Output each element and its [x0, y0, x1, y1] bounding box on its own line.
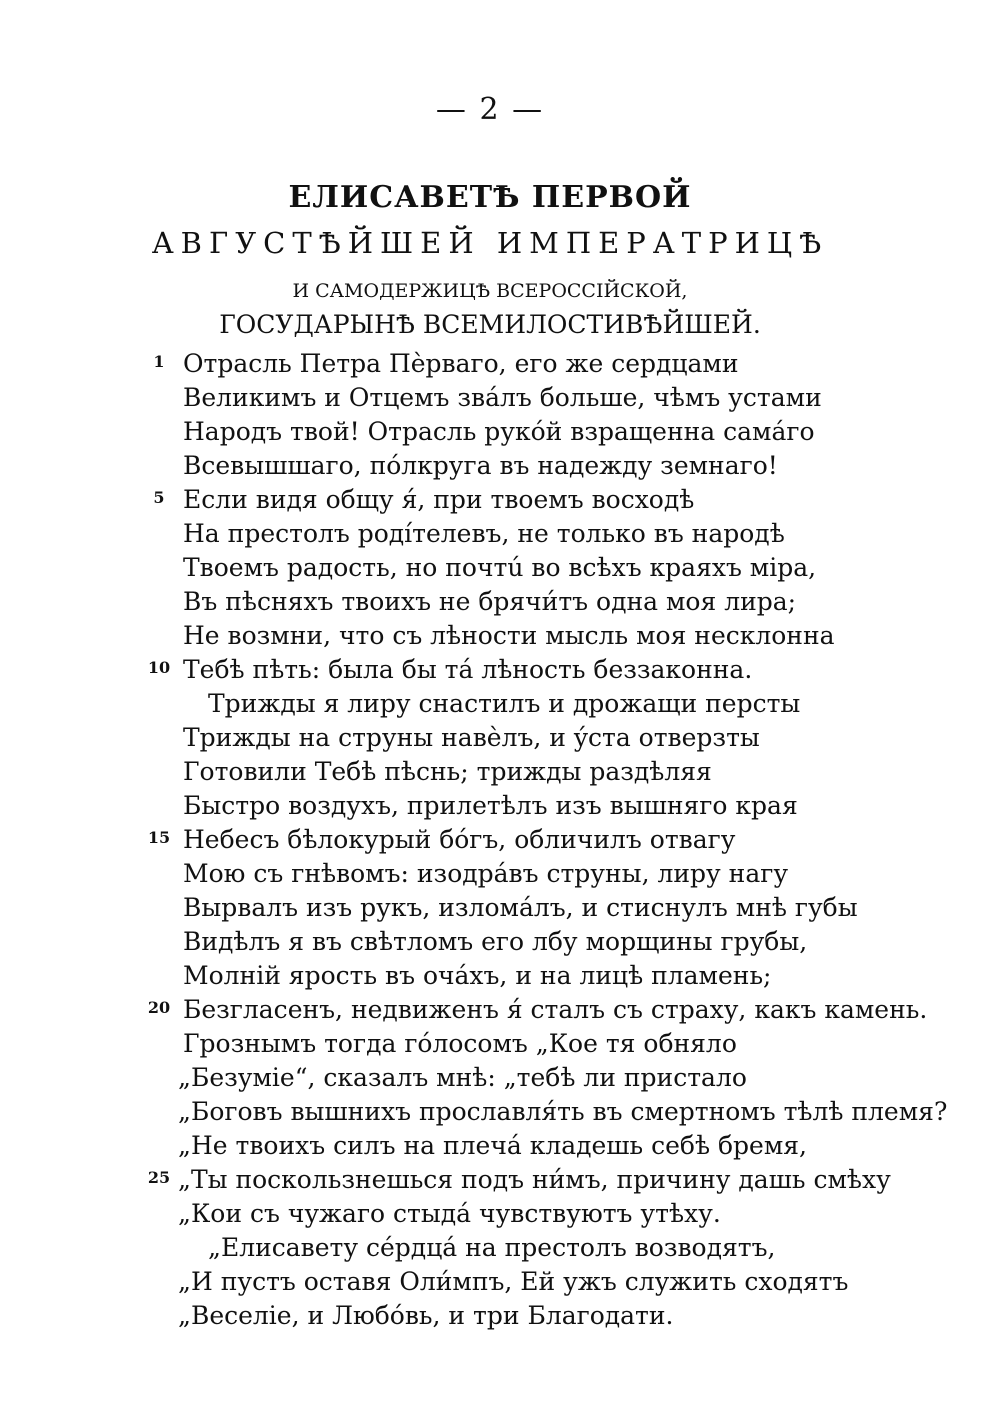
- poem-line: [0, 619, 1000, 653]
- line-number: 15: [147, 828, 171, 847]
- line-text: Народъ твой! Отрасль рукóй взращенна самáго: [183, 417, 815, 446]
- line-number: 1: [153, 352, 165, 371]
- poem-line: [0, 1061, 1000, 1095]
- poem-line: [0, 891, 1000, 925]
- line-text: „Не твоихъ силъ на плечá кладешь себѣ бремя,: [178, 1131, 807, 1160]
- line-text: Трижды я лиру снастилъ и дрожащи персты: [208, 689, 801, 718]
- line-text: „Кои съ чужаго стыдá чувствуютъ утѣху.: [178, 1199, 721, 1228]
- line-text: На престолъ родíтелевъ, не только въ народѣ: [183, 519, 785, 548]
- line-text: Видѣлъ я въ свѣтломъ его лбу морщины грубы,: [183, 927, 808, 956]
- line-text: Твоемъ радость, но почтú во всѣхъ краяхъ міра,: [183, 553, 817, 582]
- poem-line: [0, 1299, 1000, 1333]
- poem-line: [0, 959, 1000, 993]
- line-text: Грознымъ тогда гóлосомъ „Кое тя обняло: [183, 1029, 737, 1058]
- line-text: „И пустъ оставя Оли́мпъ, Ей ужъ служить сходятъ: [178, 1267, 849, 1296]
- line-text: Безгласенъ, недвиженъ я́ сталъ съ страху, какъ камень.: [183, 995, 928, 1024]
- poem-line: [0, 789, 1000, 823]
- line-text: Тебѣ пѣть: была бы тá лѣность беззаконна.: [183, 655, 753, 684]
- poem-line: [0, 415, 1000, 449]
- line-number: 5: [153, 488, 165, 507]
- poem-line: [0, 347, 1000, 381]
- poem-line: [0, 449, 1000, 483]
- poem-line: [0, 1231, 1000, 1265]
- poem-line: [0, 993, 1000, 1027]
- poem-body: [0, 347, 1000, 1333]
- poem-line: [0, 1163, 1000, 1197]
- line-text: Въ пѣсняхъ твоихъ не брячи́тъ одна моя лира;: [183, 587, 797, 616]
- poem-line: [0, 857, 1000, 891]
- line-text: „Безуміе“, сказалъ мнѣ: „тебѣ ли пристало: [178, 1063, 747, 1092]
- line-text: „Ты поскользнешься подъ ни́мъ, причину дашь смѣху: [178, 1165, 891, 1194]
- line-text: Быстро воздухъ, прилетѣлъ изъ вышняго края: [183, 791, 798, 820]
- dedication-subtitle: АВГУСТѢЙШЕЙ ИМПЕРАТРИЦѢ: [151, 226, 829, 260]
- poem-line: [0, 1197, 1000, 1231]
- line-number: 25: [147, 1168, 171, 1187]
- poem-line: [0, 755, 1000, 789]
- line-text: Мою съ гнѣвомъ: изодрáвъ струны, лиру нагу: [183, 859, 789, 888]
- poem-line: [0, 1095, 1000, 1129]
- poem-line: [0, 687, 1000, 721]
- line-text: Трижды на струны навѐлъ, и ýста отверзты: [183, 723, 760, 752]
- poem-line: [0, 925, 1000, 959]
- poem-line: [0, 1265, 1000, 1299]
- line-text: Вырвалъ изъ рукъ, изломáлъ, и стиснулъ мнѣ губы: [183, 893, 858, 922]
- dedication-title: ЕЛИСАВЕТѢ ПЕРВОЙ: [288, 180, 692, 215]
- line-text: Великимъ и Отцемъ звáлъ больше, чѣмъ устами: [183, 383, 822, 412]
- line-text: „Боговъ вышнихъ прославля́ть въ смертномъ тѣлѣ племя?: [178, 1097, 948, 1126]
- poem-line: [0, 483, 1000, 517]
- page-number: — 2 —: [435, 92, 545, 127]
- poem-line: [0, 1129, 1000, 1163]
- poem-line: [0, 823, 1000, 857]
- line-text: Не возмни, что съ лѣности мысль моя несклонна: [183, 621, 835, 650]
- poem-line: [0, 653, 1000, 687]
- line-text: Готовили Тебѣ пѣснь; трижды раздѣляя: [183, 757, 712, 786]
- dedication-line-3: И САМОДЕРЖИЦѢ ВСЕРОССІЙСКОЙ,: [292, 280, 688, 302]
- line-text: Отрасль Петра Пѐрваго, его же сердцами: [183, 349, 739, 378]
- line-text: „Елисавету сéрдцá на престолъ возводятъ,: [208, 1233, 776, 1262]
- dedication-line-4: ГОСУДАРЫНѢ ВСЕМИЛОСТИВѢЙШЕЙ.: [219, 310, 761, 339]
- poem-line: [0, 585, 1000, 619]
- line-text: Если видя общу я́, при твоемъ восходѣ: [183, 485, 695, 514]
- poem-line: [0, 381, 1000, 415]
- line-text: Всевышшаго, пóлкруга въ надежду земнаго!: [183, 451, 778, 480]
- line-number: 10: [147, 658, 171, 677]
- poem-line: [0, 551, 1000, 585]
- poem-line: [0, 721, 1000, 755]
- line-number: 20: [147, 998, 171, 1017]
- line-text: Молній ярость въ очáхъ, и на лицѣ пламень;: [183, 961, 772, 990]
- line-text: „Веселіе, и Любóвь, и три Благодати.: [178, 1301, 674, 1330]
- poem-line: [0, 517, 1000, 551]
- poem-line: [0, 1027, 1000, 1061]
- line-text: Небесъ бѣлокурый бóгъ, обличилъ отвагу: [183, 825, 736, 854]
